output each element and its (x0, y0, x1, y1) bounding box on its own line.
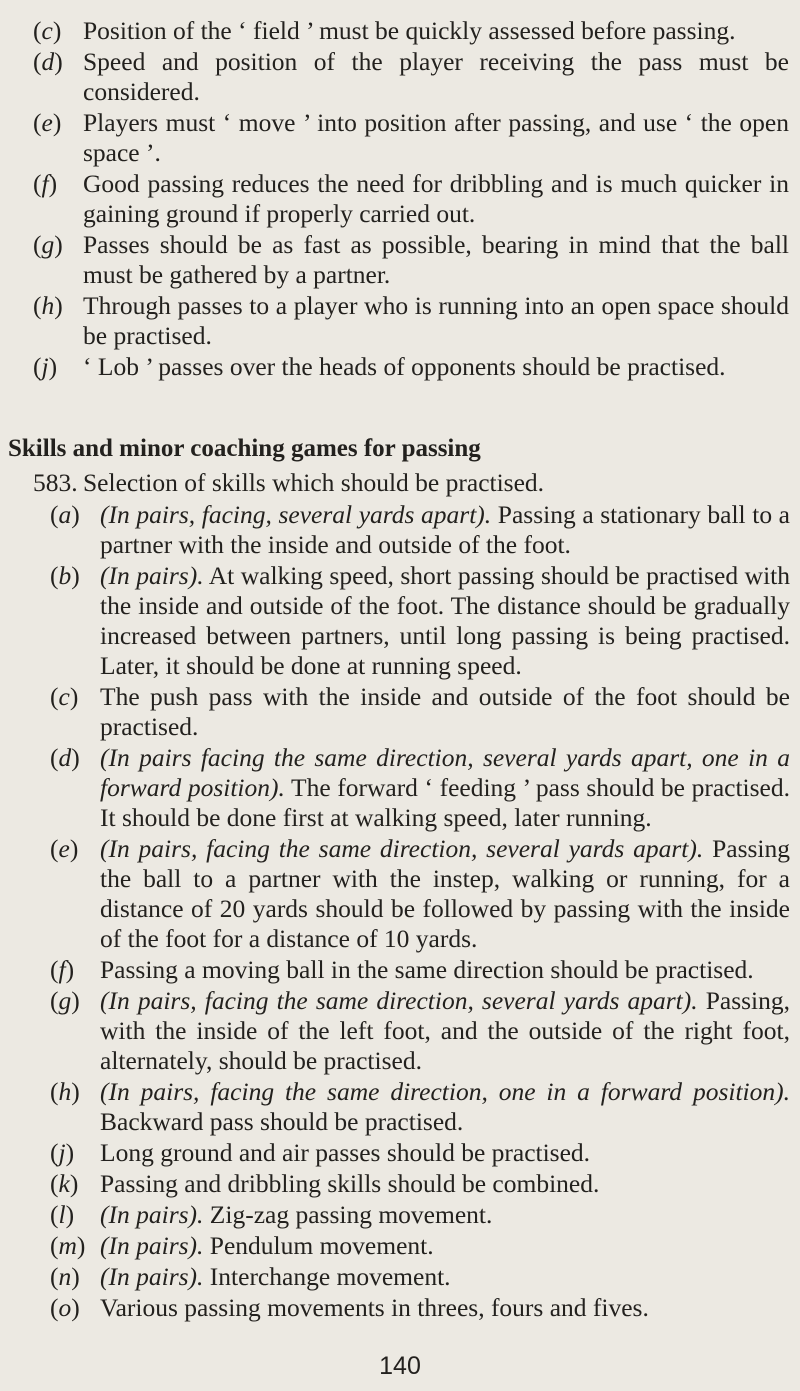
item-label: (k) (50, 1169, 79, 1198)
item-body: Zig-zag passing movement. (203, 1200, 493, 1229)
item-text (100, 986, 790, 1076)
list-item (50, 986, 790, 1076)
item-label: (j) (50, 1138, 75, 1167)
item-text (100, 743, 790, 833)
item-body: Interchange movement. (203, 1262, 451, 1291)
item-body: Passing a stationary ball to a partner with the inside and outside of the foot. (100, 500, 790, 559)
list-item (50, 1293, 790, 1323)
item-label-letter: b (58, 561, 72, 590)
item-text: Position of the ‘ field ’ must be quickly assessed before passing. (83, 16, 736, 45)
item-text (100, 1200, 790, 1230)
item-text (100, 561, 790, 681)
list-item (50, 834, 790, 954)
item-italic: (In pairs). (100, 1262, 204, 1291)
item-body: The forward ‘ feeding ’ pass should be practised. It should be done first at walking speed, later running. (100, 773, 790, 832)
item-text: ‘ Lob ’ passes over the heads of opponents should be practised. (83, 352, 726, 381)
list-item (33, 352, 789, 382)
list-item (33, 291, 789, 351)
list-item (50, 1169, 790, 1199)
item-label: (g) (33, 230, 63, 259)
section-number: 583. (33, 468, 78, 497)
item-label-letter: a (58, 500, 72, 529)
list-item (50, 1077, 790, 1137)
item-italic: (In pairs). (100, 561, 204, 590)
item-body: Long ground and air passes should be practised. (100, 1138, 591, 1167)
item-label-letter: f (41, 169, 49, 198)
list-item (50, 1231, 790, 1261)
item-body: Passing a moving ball in the same direction should be practised. (100, 955, 754, 984)
list-item (33, 16, 789, 46)
item-text (100, 1231, 790, 1261)
list-item (50, 682, 790, 742)
list-item (33, 230, 789, 290)
list-item (50, 500, 790, 560)
item-text (100, 1293, 790, 1323)
item-body: Backward pass should be practised. (100, 1107, 464, 1136)
item-italic: (In pairs facing the same direction, several yards apart, one in a forward position). (100, 743, 790, 802)
list-item (50, 1200, 790, 1230)
item-text: Players must ‘ move ’ into position after passing, and use ‘ the open space ’. (83, 108, 789, 167)
item-text: Passes should be as fast as possible, bearing in mind that the ball must be gathered by a partner. (83, 230, 789, 289)
section-title: Selection of skills which should be practised. (83, 468, 545, 497)
list-item (50, 955, 790, 985)
item-label: (g) (50, 986, 80, 1015)
section-subheading (33, 468, 789, 498)
item-label: (b) (50, 561, 80, 590)
item-label: (c) (50, 682, 79, 711)
list-item (50, 561, 790, 681)
section-heading: Skills and minor coaching games for passing (8, 435, 481, 462)
item-italic: (In pairs). (100, 1200, 204, 1229)
item-label-letter: h (41, 291, 55, 320)
item-text (100, 500, 790, 560)
item-label-letter: n (58, 1262, 72, 1291)
item-label: (h) (33, 291, 63, 320)
item-label-letter: l (58, 1200, 66, 1229)
item-label: (a) (50, 500, 80, 529)
item-label: (j) (33, 352, 58, 381)
item-label-letter: d (41, 47, 55, 76)
item-label: (h) (50, 1077, 80, 1106)
item-label-letter: f (58, 955, 66, 984)
item-italic: (In pairs, facing the same direction, one in a forward position). (100, 1077, 790, 1106)
item-body: At walking speed, short passing should be practised with the inside and outside of the foot. The distance should be gradually increased between partners, until long passing is being practised. Later, it should be done at running speed. (100, 561, 790, 680)
item-body: Passing the ball to a partner with the instep, walking or running, for a distance of 20 yards should be followed by passing with the inside of the foot for a distance of 10 yards. (100, 834, 791, 953)
item-label-letter: e (58, 834, 70, 863)
item-body: Passing and dribbling skills should be combined. (100, 1169, 600, 1198)
item-italic: (In pairs, facing, several yards apart). (100, 500, 492, 529)
item-label-letter: j (58, 1138, 66, 1167)
item-label: (e) (50, 834, 79, 863)
item-label: (o) (50, 1293, 80, 1322)
item-label-letter: c (58, 682, 70, 711)
item-text (100, 1262, 790, 1292)
item-text: Through passes to a player who is running into an open space should be practised. (83, 291, 789, 350)
list-item (50, 1138, 790, 1168)
item-body: Pendulum movement. (203, 1231, 434, 1260)
item-label: (e) (33, 108, 62, 137)
item-text: Good passing reduces the need for dribbling and is much quicker in gaining ground if properly carried out. (83, 169, 789, 228)
item-label: (d) (33, 47, 63, 76)
item-text (100, 1138, 790, 1168)
page-number: 140 (379, 1352, 421, 1380)
item-label-letter: c (41, 16, 53, 45)
item-italic: (In pairs, facing the same direction, several yards apart). (100, 834, 704, 863)
item-italic: (In pairs). (100, 1231, 204, 1260)
list-item (33, 47, 789, 107)
item-label-letter: k (58, 1169, 70, 1198)
item-italic: (In pairs, facing the same direction, several yards apart). (100, 986, 698, 1015)
item-text (100, 682, 790, 742)
item-text (100, 1169, 790, 1199)
main-list (50, 500, 790, 1324)
item-label-letter: h (58, 1077, 72, 1106)
item-text (100, 834, 790, 954)
list-item (33, 169, 789, 229)
item-label: (f) (50, 955, 75, 984)
item-body: Passing, with the inside of the left foot, and the outside of the right foot, alternately, should be practised. (100, 986, 790, 1075)
item-body: The push pass with the inside and outside of the foot should be practised. (100, 682, 790, 741)
item-label: (n) (50, 1262, 80, 1291)
item-text: Speed and position of the player receiving the pass must be considered. (83, 47, 789, 106)
item-label-letter: d (58, 743, 72, 772)
item-label: (c) (33, 16, 62, 45)
top-list (33, 16, 789, 383)
item-label-letter: g (41, 230, 55, 259)
item-text (100, 1077, 790, 1137)
item-label: (l) (50, 1200, 75, 1229)
item-label-letter: m (58, 1231, 77, 1260)
item-text (100, 955, 790, 985)
item-label-letter: g (58, 986, 72, 1015)
item-label-letter: j (41, 352, 49, 381)
item-label: (d) (50, 743, 80, 772)
list-item (33, 108, 789, 168)
list-item (50, 1262, 790, 1292)
list-item (50, 743, 790, 833)
item-label: (f) (33, 169, 58, 198)
item-label-letter: o (58, 1293, 72, 1322)
item-label-letter: e (41, 108, 53, 137)
item-label: (m) (50, 1231, 86, 1260)
item-body: Various passing movements in threes, fours and fives. (100, 1293, 649, 1322)
